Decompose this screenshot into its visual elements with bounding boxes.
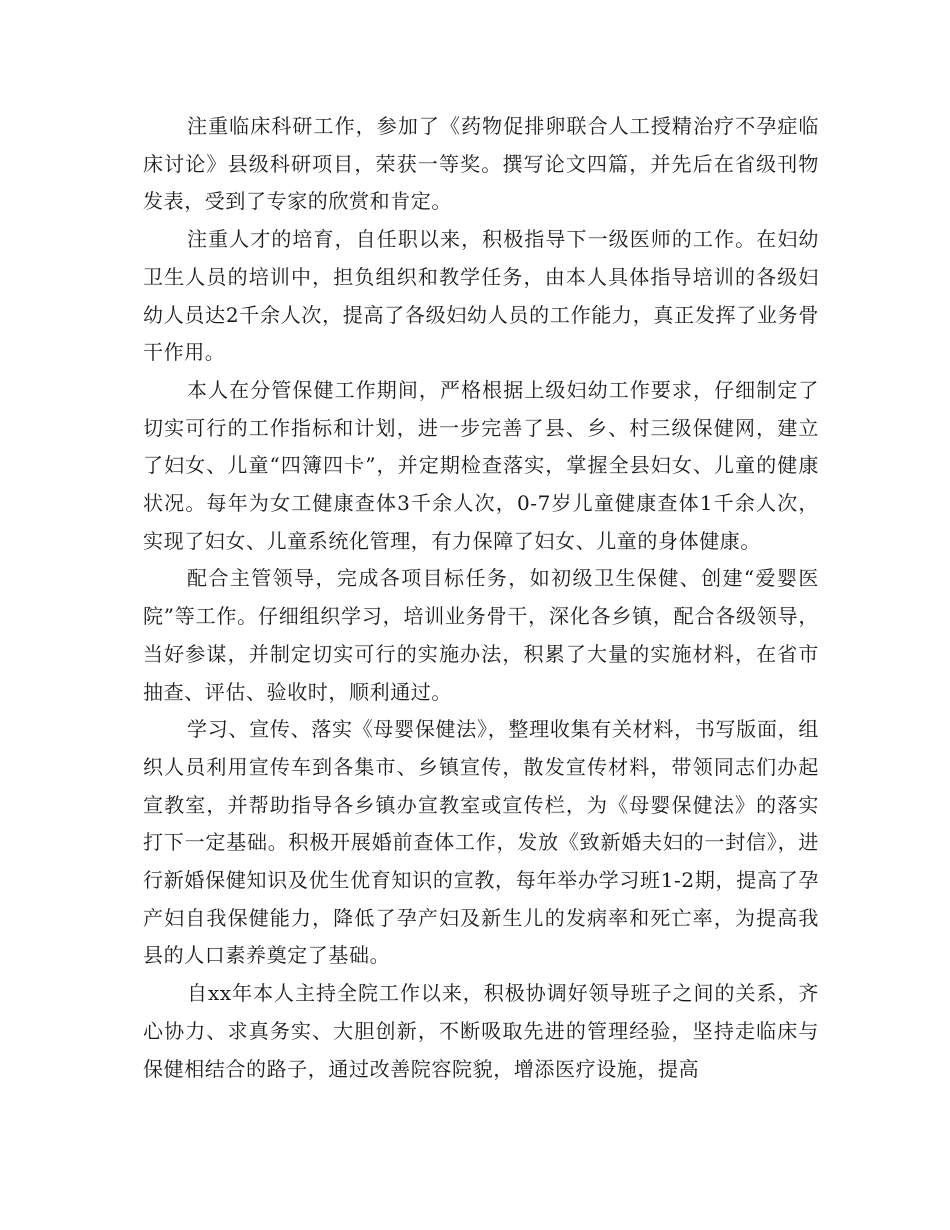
- paragraph-hospital-management: 自xx年本人主持全院工作以来，积极协调好领导班子之间的关系，齐心协力、求真务实、大胆创新，不断吸取先进的管理经验，坚持走临床与保健相结合的路子，通过改善院容院貌，增添医疗设施，提高: [143, 981, 819, 1081]
- paragraph-leadership-support: 配合主管领导，完成各项目标任务，如初级卫生保健、创建“爱婴医院”等工作。仔细组织学习，培训业务骨干，深化各乡镇，配合各级领导，当好参谋，并制定切实可行的实施办法，积累了大量的实施材料，在省市抽查、评估、验收时，顺利通过。: [143, 566, 819, 704]
- paragraph-research: 注重临床科研工作，参加了《药物促排卵联合人工授精治疗不孕症临床讨论》县级科研项目，荣获一等奖。撰写论文四篇，并先后在省级刊物发表，受到了专家的欣赏和肯定。: [143, 114, 819, 214]
- paragraph-talent-training: 注重人才的培育，自任职以来，积极指导下一级医师的工作。在妇幼卫生人员的培训中，担负组织和教学任务，由本人具体指导培训的各级妇幼人员达2千余人次，提高了各级妇幼人员的工作能力，真正发挥了业务骨干作用。: [143, 227, 819, 365]
- paragraph-law-publicity: 学习、宣传、落实《母婴保健法》，整理收集有关材料，书写版面，组织人员利用宣传车到各集市、乡镇宣传，散发宣传材料，带领同志们办起宣教室，并帮助指导各乡镇办宣教室或宣传栏，为《母婴保健法》的落实打下一定基础。积极开展婚前查体工作，发放《致新婚夫妇的一封信》，进行新婚保健知识及优生优育知识的宣教，每年举办学习班1-2期，提高了孕产妇自我保健能力，降低了孕产妇及新生儿的发病率和死亡率，为提高我县的人口素养奠定了基础。: [143, 717, 819, 968]
- document-body: [143, 108, 819, 1088]
- paragraph-healthcare-management: 本人在分管保健工作期间，严格根据上级妇幼工作要求，仔细制定了切实可行的工作指标和计划，进一步完善了县、乡、村三级保健网，建立了妇女、儿童“四簿四卡”，并定期检查落实，掌握全县妇女、儿童的健康状况。每年为女工健康查体3千余人次，0-7岁儿童健康查体1千余人次，实现了妇女、儿童系统化管理，有力保障了妇女、儿童的身体健康。: [143, 377, 819, 553]
